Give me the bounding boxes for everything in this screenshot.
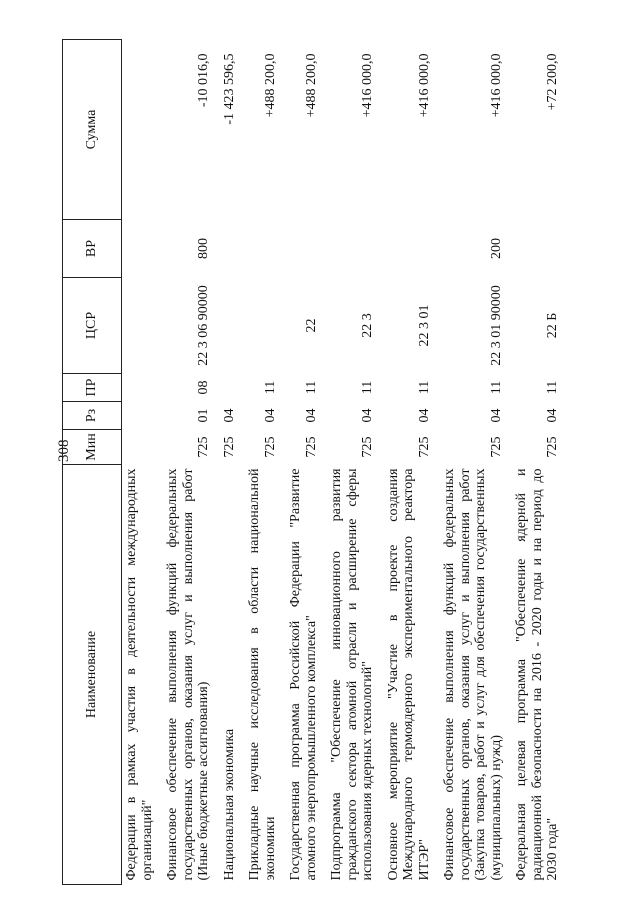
- cell-rz: 04: [488, 408, 504, 423]
- cell-pr: 11: [303, 380, 319, 395]
- cell-csr: 22: [303, 318, 319, 333]
- table-row: [436, 40, 508, 885]
- cell-pr: 11: [262, 380, 278, 395]
- cell-vr: 800: [196, 238, 211, 259]
- cell-sum: [122, 40, 160, 220]
- table-row: [508, 40, 565, 885]
- cell-rz: [122, 402, 160, 430]
- cell-vr: [216, 220, 242, 278]
- cell-pr: 11: [545, 380, 560, 395]
- budget-table-page: [62, 40, 582, 885]
- cell-sum: +416 000,0: [416, 53, 432, 118]
- cell-name: Федерации в рамках участия в деятельности международных организаций": [124, 468, 155, 881]
- cell-csr: 22 3 01 90000: [488, 285, 504, 366]
- cell-min: 725: [303, 436, 319, 458]
- cell-csr: [122, 278, 160, 374]
- cell-min: [122, 430, 160, 465]
- cell-min: 725: [221, 436, 237, 458]
- cell-csr: [216, 278, 242, 374]
- page-number: 308: [56, 439, 72, 462]
- header-csr: ЦСР: [63, 278, 122, 374]
- cell-csr: [241, 278, 282, 374]
- cell-name: Прикладные научные исследования в области национальной экономики: [247, 468, 278, 881]
- header-rz: Рз: [63, 402, 122, 430]
- table-row: [380, 40, 437, 885]
- cell-rz: 04: [303, 408, 319, 423]
- cell-min: 725: [360, 436, 375, 458]
- cell-sum: +416 000,0: [488, 53, 504, 118]
- cell-sum: -10 016,0: [196, 53, 211, 108]
- cell-min: 725: [416, 436, 432, 458]
- cell-vr: [380, 220, 437, 278]
- table-row: [159, 40, 216, 885]
- cell-pr: 11: [416, 380, 432, 395]
- cell-rz: 04: [221, 408, 237, 423]
- cell-min: 725: [545, 436, 560, 458]
- cell-vr: [282, 220, 323, 278]
- cell-min: 725: [488, 436, 504, 458]
- cell-pr: [216, 374, 242, 402]
- cell-pr: 11: [488, 380, 504, 395]
- cell-csr: 22 3 06 90000: [196, 285, 211, 366]
- cell-pr: 08: [196, 380, 211, 395]
- cell-min: 725: [196, 436, 211, 458]
- cell-vr: [323, 220, 380, 278]
- cell-min: 725: [262, 436, 278, 458]
- cell-csr: 22 3: [360, 313, 375, 338]
- cell-name: Основное мероприятие "Участие в проекте создания Международного термоядерного экспериментального реактора ИТЭР": [385, 468, 432, 881]
- table-header-row: [63, 40, 122, 885]
- cell-name: Финансовое обеспечение выполнения функций федеральных государственных органов, оказания услуг и выполнения работ (Закупка товаров, работ и услуг для обеспечения государственных (муниципальных) нужд): [442, 468, 504, 881]
- cell-sum: +488 200,0: [303, 53, 319, 118]
- cell-name: Федеральная целевая программа "Обеспечение ядерной и радиационной безопасности на 2016 - 2020 годы и на период до 2030 года": [514, 468, 560, 881]
- header-vr: ВР: [63, 220, 122, 278]
- table-row: [282, 40, 323, 885]
- cell-name: Национальная экономика: [221, 728, 237, 881]
- cell-name: Финансовое обеспечение выполнения функций федеральных государственных органов, оказания услуг и выполнения работ (Иные бюджетные ассигнования): [165, 468, 211, 881]
- cell-sum: -1 423 596,5: [221, 53, 237, 125]
- cell-vr: 200: [488, 238, 504, 259]
- cell-csr: 22 3 01: [416, 304, 432, 347]
- cell-pr: 11: [360, 380, 375, 395]
- budget-table: [62, 39, 565, 885]
- table-row: [122, 40, 160, 885]
- header-pr: ПР: [63, 374, 122, 402]
- cell-sum: +488 200,0: [262, 53, 278, 118]
- cell-csr: 22 Б: [545, 312, 560, 339]
- header-min: Мин: [63, 430, 122, 465]
- table-row: [241, 40, 282, 885]
- cell-vr: [122, 220, 160, 278]
- table-row: [216, 40, 242, 885]
- cell-rz: 01: [196, 408, 211, 423]
- cell-sum: +416 000,0: [360, 53, 375, 118]
- cell-name: Государственная программа Российской Федерации "Развитие атомного энергопромышленного комплекса": [288, 468, 319, 881]
- cell-name: Подпрограмма "Обеспечение инновационного развития гражданского сектора атомной отрасли и расширение сферы использования ядерных технологий": [329, 468, 375, 881]
- table-row: [323, 40, 380, 885]
- cell-vr: [241, 220, 282, 278]
- cell-sum: +72 200,0: [545, 53, 560, 111]
- header-sum: Сумма: [63, 40, 122, 220]
- cell-rz: 04: [545, 408, 560, 423]
- cell-rz: 04: [360, 408, 375, 423]
- cell-rz: 04: [416, 408, 432, 423]
- cell-rz: 04: [262, 408, 278, 423]
- cell-pr: [122, 374, 160, 402]
- cell-vr: [508, 220, 565, 278]
- header-name: Наименование: [63, 465, 122, 885]
